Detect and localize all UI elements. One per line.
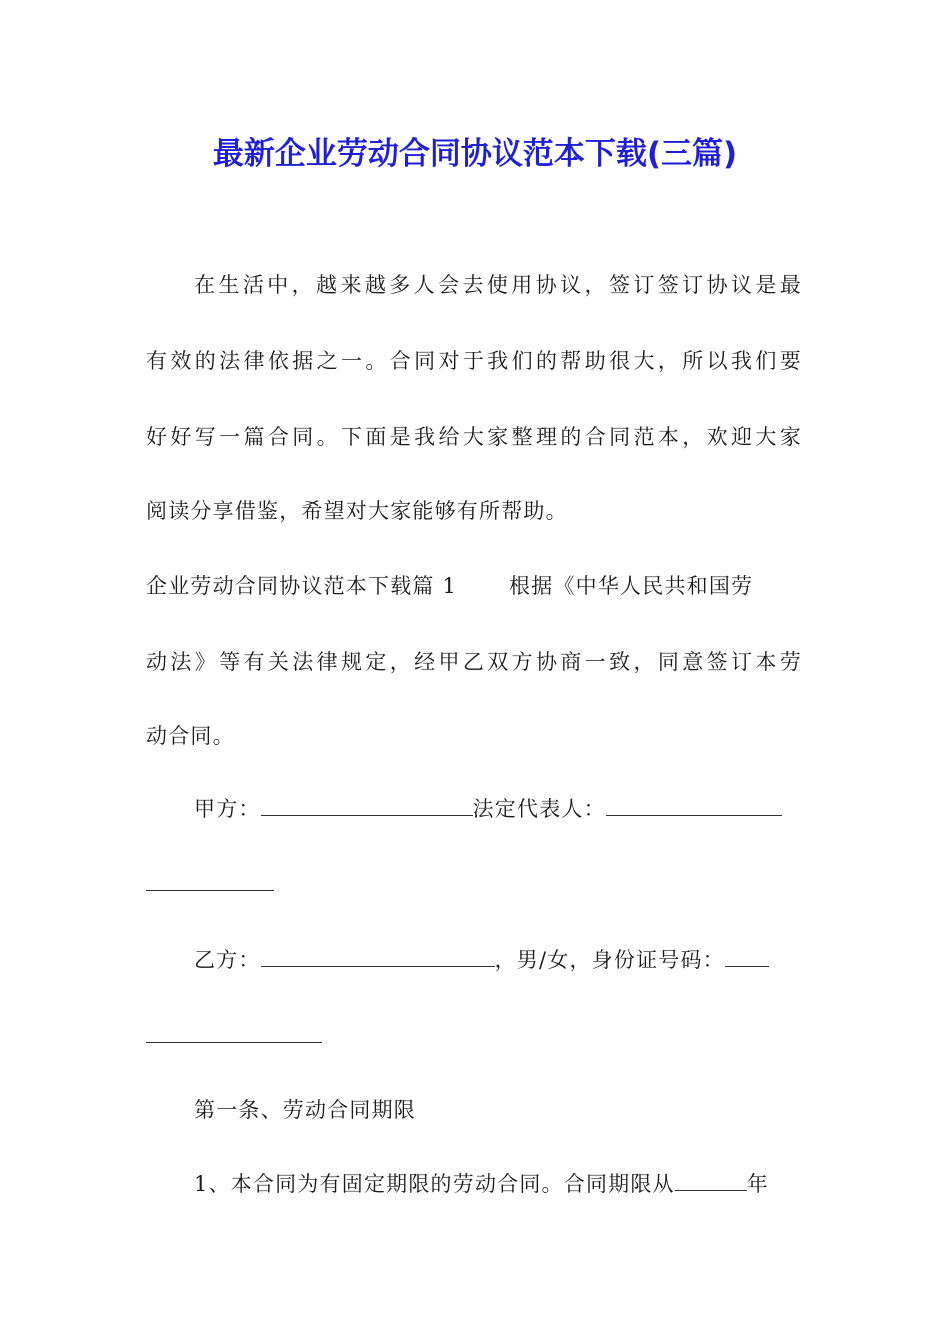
clause1-line <box>194 1164 769 1204</box>
section1-line-3: 动合同。 <box>146 724 235 748</box>
intro-line-2: 有效的法律依据之一。合同对于我们的帮助很大，所以我们要 <box>146 349 802 373</box>
party-b-line <box>194 940 769 980</box>
page-title: 最新企业劳动合同协议范本下载(三篇) <box>212 136 738 172</box>
party-a-label: 甲方： <box>194 797 261 821</box>
legal-rep-blank[interactable] <box>606 815 782 816</box>
party-a-blank[interactable] <box>261 815 473 816</box>
section1-line-2: 动法》等有关法律规定，经甲乙双方协商一致，同意签订本劳 <box>146 650 802 674</box>
legal-rep-blank-continued[interactable] <box>146 890 274 891</box>
gender-label: ，男/女，身份证号码： <box>494 948 725 972</box>
start-year-blank[interactable] <box>675 1190 747 1191</box>
party-b-blank[interactable] <box>261 966 495 967</box>
section1-text-start: 根据《中华人民共和国劳 <box>509 574 754 598</box>
section1-line-1 <box>146 566 753 606</box>
party-a-line <box>194 789 782 829</box>
party-b-label: 乙方： <box>194 948 261 972</box>
article1-heading: 第一条、劳动合同期限 <box>194 1098 416 1122</box>
intro-line-3: 好好写一篇合同。下面是我给大家整理的合同范本，欢迎大家 <box>146 425 802 449</box>
id-number-blank[interactable] <box>725 966 769 967</box>
section1-heading: 企业劳动合同协议范本下载篇 1 <box>146 574 458 598</box>
legal-rep-label: 法定代表人： <box>472 797 606 821</box>
intro-line-1: 在生活中，越来越多人会去使用协议，签订签订协议是最 <box>194 273 802 297</box>
year-label: 年 <box>746 1172 769 1196</box>
id-number-blank-continued[interactable] <box>146 1042 322 1043</box>
intro-line-4: 阅读分享借鉴，希望对大家能够有所帮助。 <box>146 499 568 523</box>
clause1-text: 1、本合同为有固定期限的劳动合同。合同期限从 <box>194 1172 675 1196</box>
